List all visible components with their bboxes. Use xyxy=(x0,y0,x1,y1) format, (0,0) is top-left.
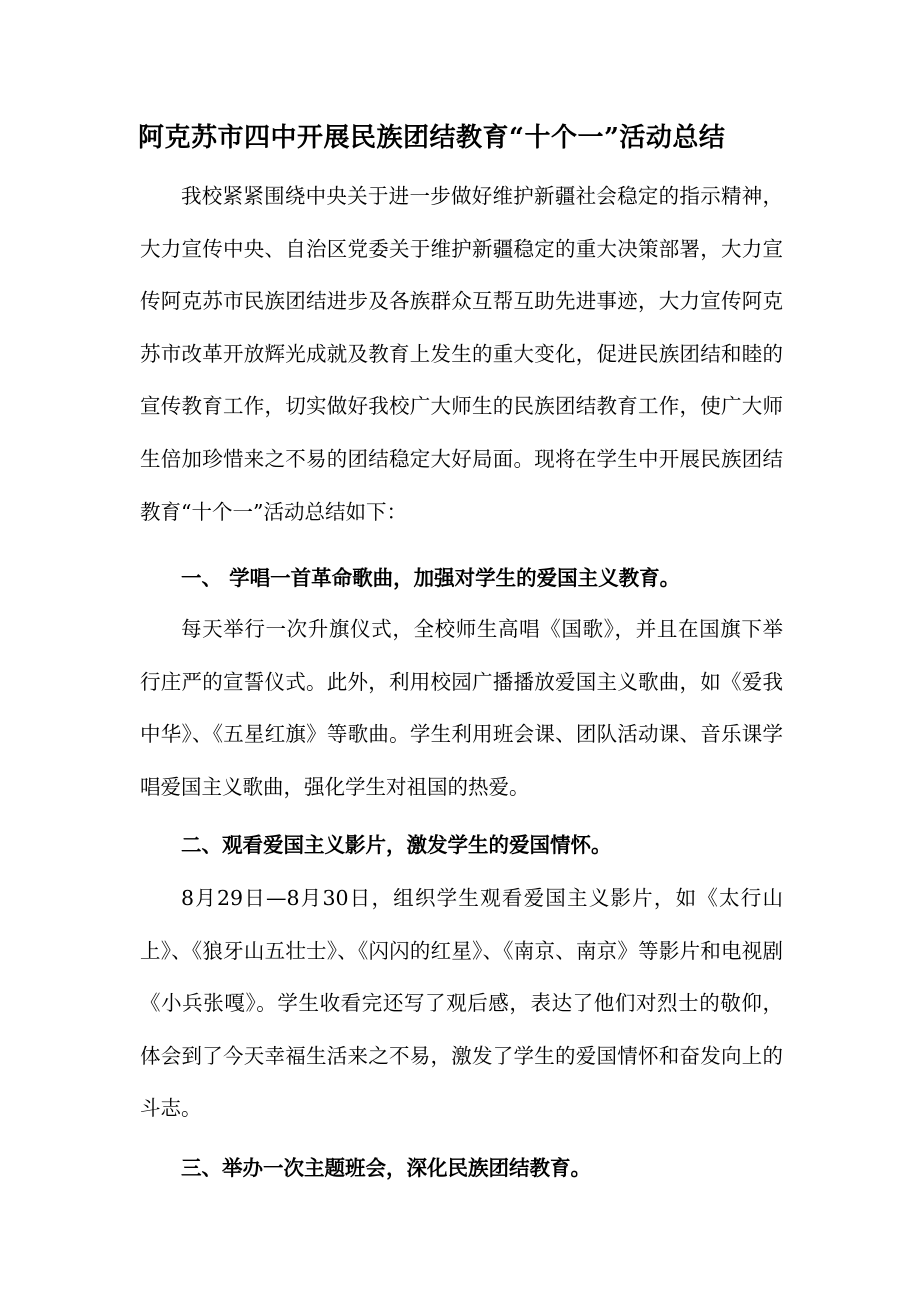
intro-paragraph: 我校紧紧围绕中央关于进一步做好维护新疆社会稳定的指示精神，大力宣传中央、自治区党委关于维护新疆稳定的重大决策部署，大力宣传阿克苏市民族团结进步及各族群众互帮互助先进事迹，大力宣传阿克苏市改革开放辉光成就及教育上发生的重大变化，促进民族团结和睦的宣传教育工作，切实做好我校广大师生的民族团结教育工作，使广大师生倍加珍惜来之不易的团结稳定大好局面。现将在学生中开展民族团结教育“十个一”活动总结如下： xyxy=(140,184,783,524)
section-body-2: 8月29日—8月30日，组织学生观看爱国主义影片，如《太行山上》、《狼牙山五壮士》、《闪闪的红星》、《南京、南京》等影片和电视剧《小兵张嘎》。学生收看完还写了观后感，表达了他们对烈士的敬仰，体会到了今天幸福生活来之不易，激发了学生的爱国情怀和奋发向上的斗志。 xyxy=(140,886,783,1121)
section-heading-2: 二、观看爱国主义影片，激发学生的爱国情怀。 xyxy=(181,833,612,857)
section-body-1: 每天举行一次升旗仪式，全校师生高唱《国歌》，并且在国旗下举行庄严的宣誓仪式。此外，利用校园广播播放爱国主义歌曲，如《爱我中华》、《五星红旗》等歌曲。学生利用班会课、团队活动课、音乐课学唱爱国主义歌曲，强化学生对祖国的热爱。 xyxy=(140,617,783,799)
document-title: 阿克苏市四中开展民族团结教育“十个一”活动总结 xyxy=(138,123,726,153)
section-heading-1: 一、 学唱一首革命歌曲，加强对学生的爱国主义教育。 xyxy=(181,566,681,590)
section-heading-3: 三、举办一次主题班会，深化民族团结教育。 xyxy=(181,1156,591,1180)
